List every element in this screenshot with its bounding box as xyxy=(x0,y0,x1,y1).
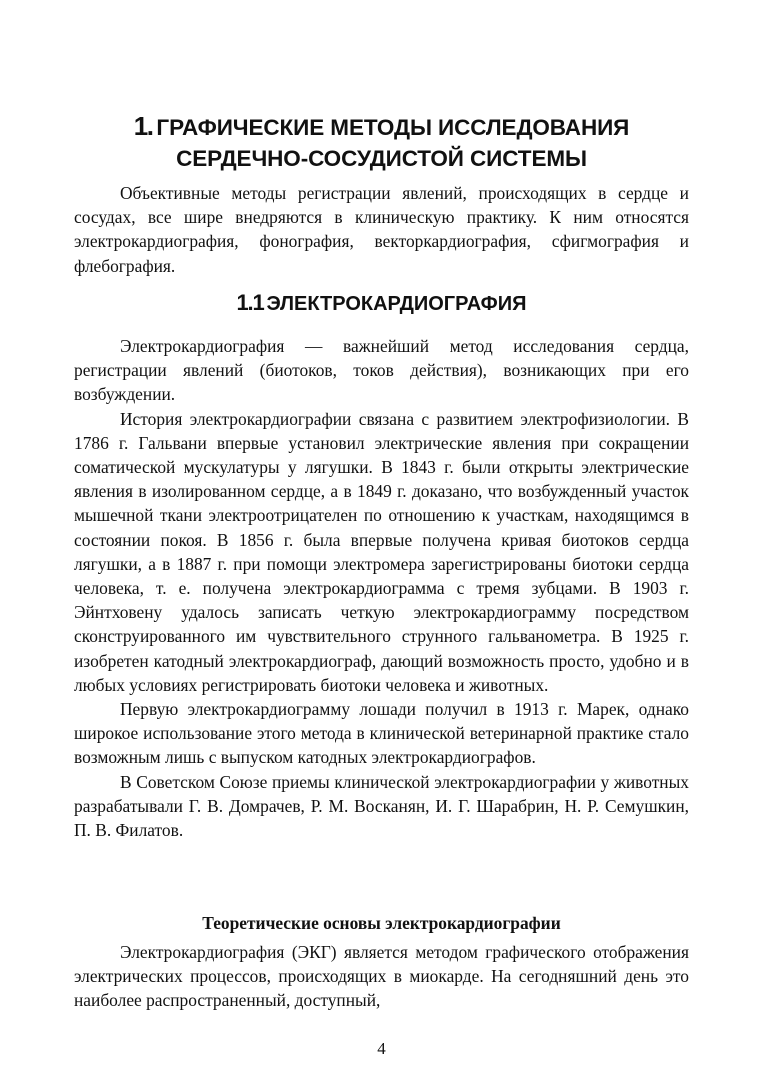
chapter-title-line1: ГРАФИЧЕСКИЕ МЕТОДЫ ИССЛЕДОВАНИЯ xyxy=(156,115,630,140)
chapter-title xyxy=(0,111,763,174)
chapter-title-line2: СЕРДЕЧНО-СОСУДИСТОЙ СИСТЕМЫ xyxy=(176,146,587,171)
chapter-number: 1. xyxy=(133,111,153,141)
paragraph: В Советском Союзе приемы клинической электрокардиографии у животных разрабатывали Г. В. Домрачев, Р. М. Восканян, И. Г. Шарабрин, Н. Р. Семушкин, П. В. Филатов. xyxy=(74,771,689,841)
paragraph: Электрокардиография (ЭКГ) является методом графического отображения электрических процессов, происходящих в миокарде. На сегодняшний день это наиболее распространенный, доступный, xyxy=(74,942,689,1011)
page-number: 4 xyxy=(377,1039,386,1058)
intro-paragraph: Объективные методы регистрации явлений, происходящих в сердце и сосудах, все шире внедряются в клиническую практику. К ним относятся электрокардиография, фонография, векторкардиография, сфигмография и флебография. xyxy=(74,183,689,276)
paragraph: Первую электрокардиограмму лошади получил в 1913 г. Марек, однако широкое использование этого метода в клинической ветеринарной практике стало возможным лишь с выпуском катодных электрокардиографов. xyxy=(74,699,689,768)
subsection-body xyxy=(74,940,689,1013)
section-heading xyxy=(0,289,763,318)
section-number: 1.1 xyxy=(236,290,264,315)
section-title: ЭЛЕКТРОКАРДИОГРАФИЯ xyxy=(266,293,527,315)
section-body xyxy=(74,334,689,842)
intro-block xyxy=(74,181,689,278)
paragraph: История электрокардиографии связана с развитием электрофизиологии. В 1786 г. Гальвани впервые установил электрические явления при сокращении соматической мускулатуры у лягушки. В 1843 г. были открыты электрические явления в изолированном сердце, а в 1849 г. доказано, что возбужденный участок мышечной ткани электроотрицателен по отношению к участкам, находящимся в состоянии покоя. В 1856 г. была впервые получена кривая биотоков сердца лягушки, а в 1887 г. при помощи электромера зарегистрированы биотоки сердца человека, т. е. получена электрокардиограмма с тремя зубцами. В 1903 г. Эйнтховену удалось записать четкую электрокардиограмму посредством сконструированного им чувствительного струнного гальванометра. В 1925 г. изобретен катодный электрокардиограф, дающий возможность просто, удобно и в любых условиях регистрировать биотоки человека и животных. xyxy=(74,408,689,695)
paragraph: Электрокардиография — важнейший метод исследования сердца, регистрации явлений (биотоков, токов действия), возникающих при его возбуждении. xyxy=(74,336,689,405)
subsection-heading: Теоретические основы электрокардиографии xyxy=(202,913,561,933)
